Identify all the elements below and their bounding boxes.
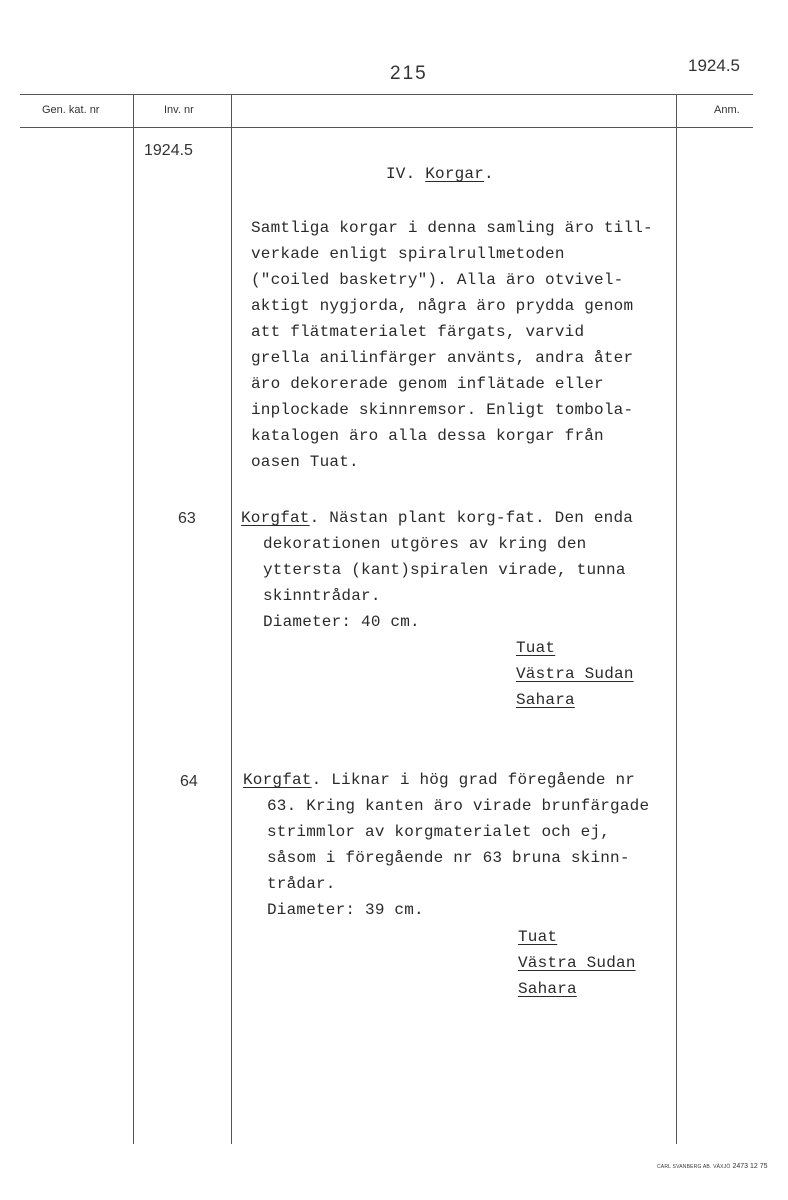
entry-places (518, 924, 636, 1002)
entry-line: trådar. (267, 875, 336, 893)
section-inv-number: 1924.5 (144, 142, 193, 159)
intro-line: oasen Tuat. (251, 453, 359, 471)
entry-number: 64 (180, 773, 198, 790)
entry-number: 63 (178, 510, 196, 527)
section-heading (386, 161, 494, 187)
header-top-rule (20, 94, 753, 95)
place-desert: Sahara (516, 691, 575, 709)
entry-first-text: . Nästan plant korg-fat. Den enda (309, 509, 634, 527)
entry-line: Diameter: 40 cm. (263, 613, 420, 631)
page-number: 215 (390, 63, 428, 84)
section-roman: IV. (386, 165, 416, 183)
corner-code: 1924.5 (688, 56, 740, 75)
entry-first-line (243, 767, 635, 793)
entry-body (267, 793, 649, 923)
intro-line: Samtliga korgar i denna samling äro till- (251, 219, 653, 237)
entry-line: skinntrådar. (263, 587, 381, 605)
intro-line: katalogen äro alla dessa korgar från (251, 427, 604, 445)
place-oasis: Tuat (518, 928, 558, 946)
place-desert: Sahara (518, 980, 577, 998)
intro-line: ("coiled basketry"). Alla äro otvivel- (251, 271, 624, 289)
column-header-anm: Anm. (714, 104, 740, 116)
printer-name: CARL SVANBERG AB. VÄXJÖ (657, 1164, 731, 1170)
section-title: Korgar (425, 165, 485, 183)
place-oasis: Tuat (516, 639, 556, 657)
intro-line: verkade enligt spiralrullmetoden (251, 245, 565, 263)
column-header-inv: Inv. nr (164, 104, 194, 116)
entry-term: Korgfat (241, 509, 310, 527)
entry-first-text: . Liknar i hög grad föregående nr (311, 771, 636, 789)
header-bottom-rule (20, 127, 753, 128)
column-divider-left (133, 94, 134, 1144)
entry-line: yttersta (kant)spiralen virade, tunna (263, 561, 626, 579)
entry-line: såsom i föregående nr 63 bruna skinn- (267, 849, 630, 867)
printer-imprint (657, 1163, 768, 1170)
intro-line: aktigt nygjorda, några äro prydda genom (251, 297, 634, 315)
place-region: Västra Sudan (518, 954, 636, 972)
intro-line: äro dekorerade genom inflätade eller (251, 375, 604, 393)
intro-line: att flätmaterialet färgats, varvid (251, 323, 585, 341)
section-title-punct: . (484, 165, 494, 183)
entry-first-line (241, 505, 633, 531)
column-header-gen-kat: Gen. kat. nr (42, 104, 100, 116)
column-divider-inv (231, 94, 232, 1144)
place-region: Västra Sudan (516, 665, 634, 683)
entry-term: Korgfat (243, 771, 312, 789)
intro-paragraph (251, 215, 653, 475)
intro-line: inplockade skinnremsor. Enligt tombola- (251, 401, 634, 419)
entry-line: 63. Kring kanten äro virade brunfärgade (267, 797, 650, 815)
entry-places (516, 635, 634, 713)
entry-line: Diameter: 39 cm. (267, 901, 424, 919)
entry-body (263, 531, 626, 635)
entry-line: strimmlor av korgmaterialet och ej, (267, 823, 611, 841)
intro-line: grella anilinfärger använts, andra åter (251, 349, 634, 367)
column-divider-anm (676, 94, 677, 1144)
entry-line: dekorationen utgöres av kring den (263, 535, 587, 553)
form-code: 2473 12 75 (732, 1163, 768, 1170)
